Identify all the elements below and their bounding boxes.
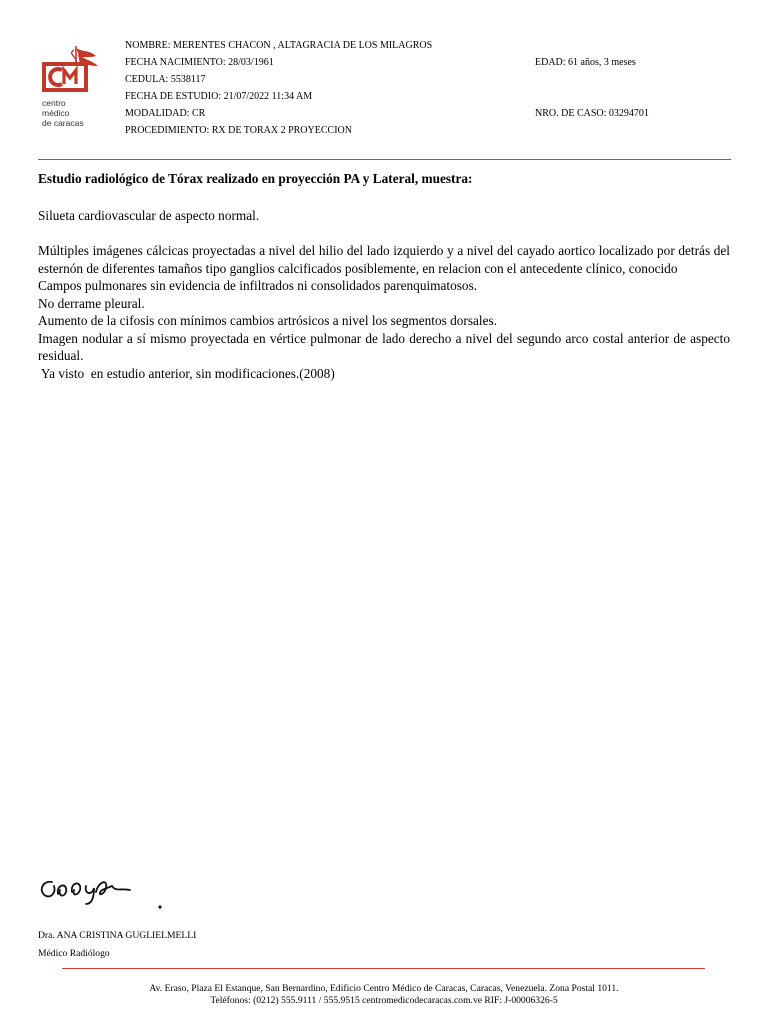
patient-name: NOMBRE: MERENTES CHACON , ALTAGRACIA DE LOS MILAGROS [125, 40, 433, 51]
report-body [38, 207, 730, 382]
logo-line-caracas: de caracas [42, 118, 84, 128]
modality: MODALIDAD: CR [125, 108, 206, 119]
doctor-title: Médico Radiólogo [38, 948, 110, 959]
report-heading: Estudio radiológico de Tórax realizado en proyección PA y Lateral, muestra: [38, 171, 473, 186]
footer-contact: Teléfonos: (0212) 555.9111 / 555.9515 centromedicodecaracas.com.ve RIF: J-00006326-5 [210, 995, 558, 1006]
footer-address: Av. Eraso, Plaza El Estanque, San Bernardino, Edificio Centro Médico de Caracas, Caracas, Venezuela. Zona Postal 1011. [149, 983, 619, 994]
finding-pleural: No derrame pleural. [38, 295, 145, 311]
patient-id: CEDULA: 5538117 [125, 74, 206, 85]
patient-age: EDAD: 61 años, 3 meses [535, 57, 636, 68]
logo-caption [42, 98, 84, 128]
study-date: FECHA DE ESTUDIO: 21/07/2022 11:34 AM [125, 91, 313, 102]
procedure: PROCEDIMIENTO: RX DE TORAX 2 PROYECCION [125, 125, 352, 136]
logo-line-centro: centro [42, 98, 66, 108]
finding-cardiovascular: Silueta cardiovascular de aspecto normal. [38, 208, 260, 223]
footer-divider [62, 968, 705, 969]
finding-previous: Ya visto en estudio anterior, sin modificaciones.(2008) [38, 365, 335, 381]
signature-icon [36, 864, 176, 914]
finding-kyphosis: Aumento de la cifosis con mínimos cambios artrósicos a nivel los segmentos dorsales. [38, 313, 498, 328]
case-number: NRO. DE CASO: 03294701 [535, 108, 649, 119]
finding-calcifications: Múltiples imágenes cálcicas proyectadas a nivel del hilio del lado izquierdo y a nivel del cayado aortico localizado por detrás del esternón de diferentes tamaños tipo ganglios calcificados posiblemente, en relacion con el antecedente clínico, conocido [38, 243, 730, 276]
logo-line-medico: médico [42, 108, 70, 118]
header-divider [38, 159, 731, 160]
birth-date: FECHA NACIMIENTO: 28/03/1961 [125, 57, 274, 68]
doctor-name: Dra. ANA CRISTINA GUGLIELMELLI [38, 930, 197, 941]
finding-lung-fields: Campos pulmonares sin evidencia de infiltrados ni consolidados parenquimatosos. [38, 278, 478, 293]
finding-nodule: Imagen nodular a sí mismo proyectada en vértice pulmonar de lado derecho a nivel del segundo arco costal anterior de aspecto residual. [38, 330, 730, 363]
